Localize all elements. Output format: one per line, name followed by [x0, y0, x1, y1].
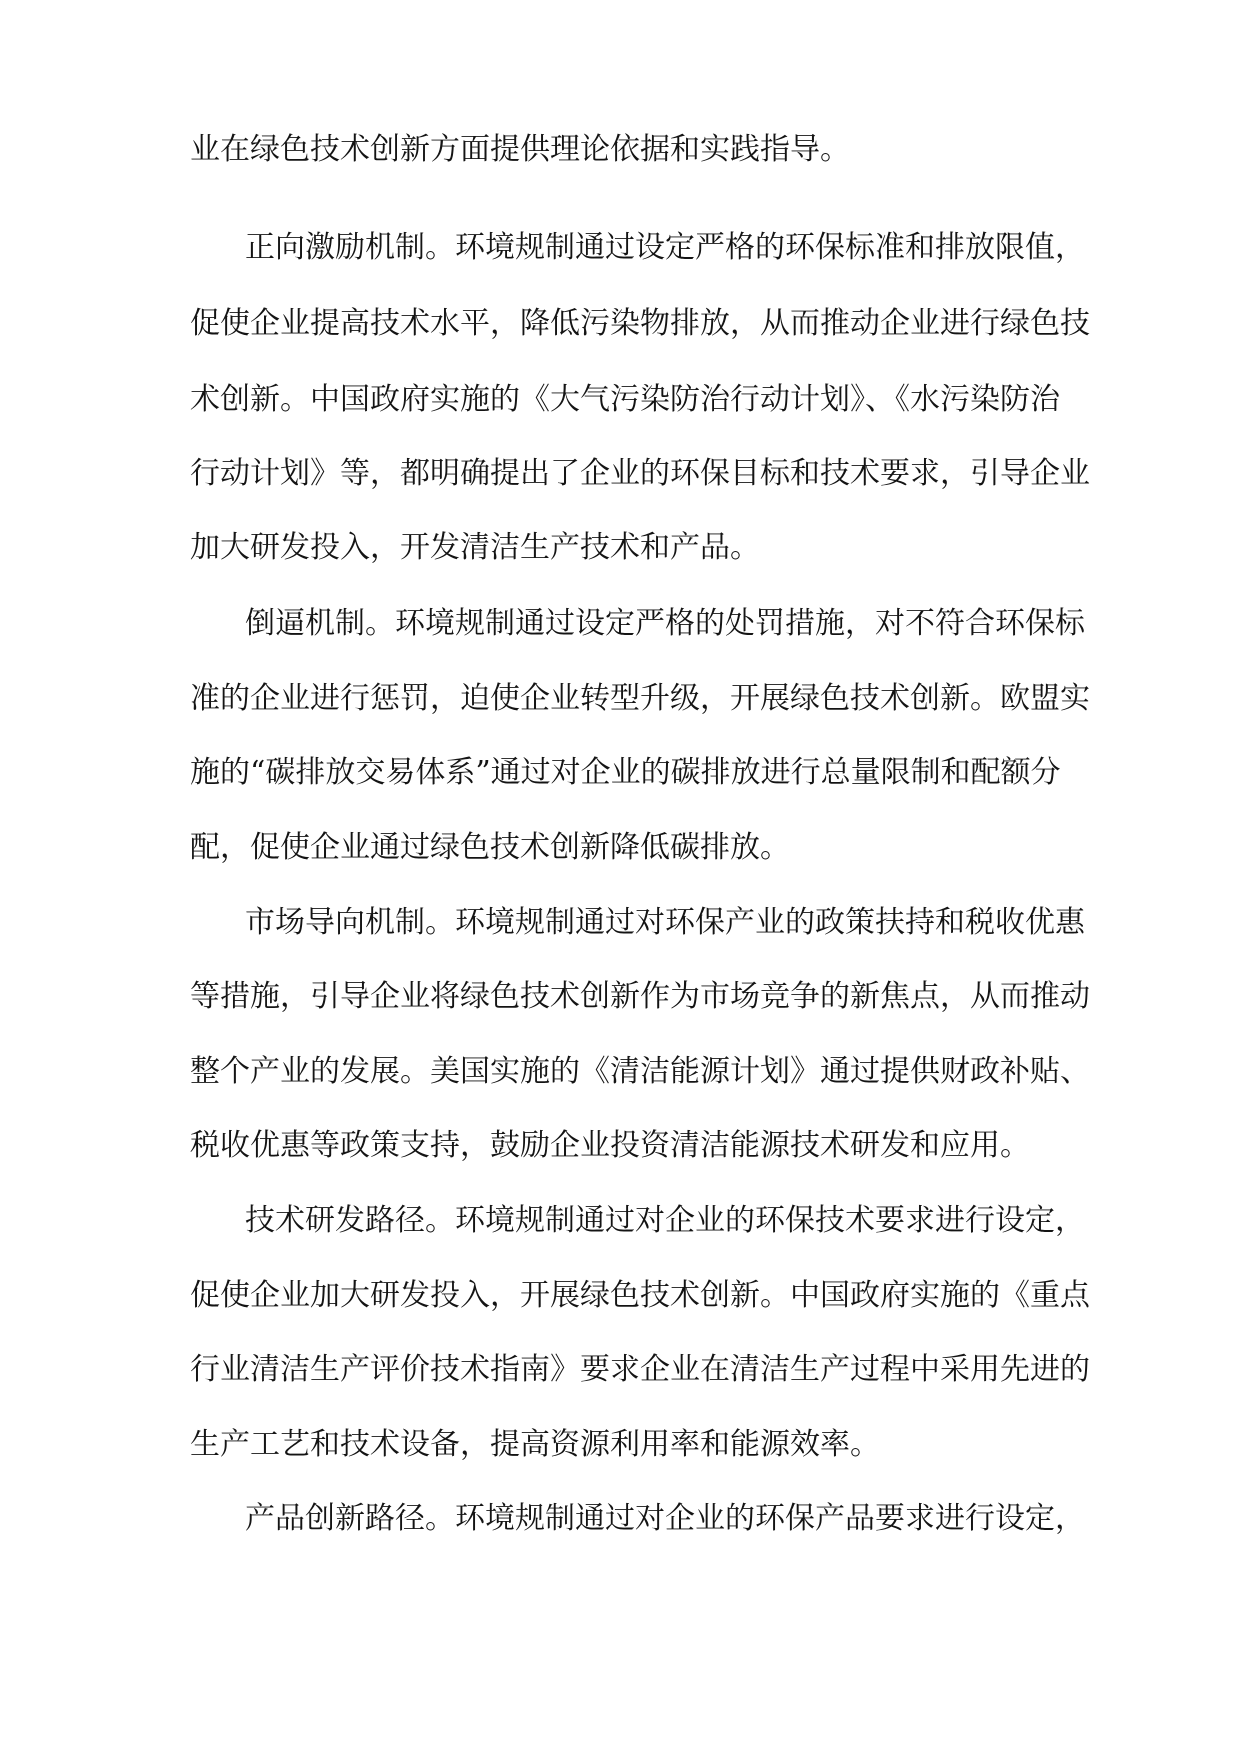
- line-text: 技术研发路径。环境规制通过对企业的环保技术要求进行设定，: [245, 1203, 1085, 1238]
- paragraph-line: [0, 677, 1241, 721]
- paragraph-line: [0, 302, 1241, 346]
- line-text: 施的“碳排放交易体系”通过对企业的碳排放进行总量限制和配额分: [190, 755, 1061, 790]
- paragraph-line: [0, 751, 1241, 795]
- paragraph-line: [0, 1423, 1241, 1467]
- line-text: 准的企业进行惩罚，迫使企业转型升级，开展绿色技术创新。欧盟实: [190, 681, 1090, 716]
- line-text: 整个产业的发展。美国实施的《清洁能源计划》通过提供财政补贴、: [190, 1054, 1090, 1089]
- line-text: 生产工艺和技术设备，提高资源利用率和能源效率。: [190, 1427, 880, 1462]
- paragraph-line: [0, 602, 1241, 646]
- line-text: 等措施，引导企业将绿色技术创新作为市场竞争的新焦点，从而推动: [190, 979, 1090, 1014]
- line-text: 业在绿色技术创新方面提供理论依据和实践指导。: [190, 132, 850, 167]
- line-text: 行业清洁生产评价技术指南》要求企业在清洁生产过程中采用先进的: [190, 1352, 1090, 1387]
- paragraph-line: [0, 452, 1241, 496]
- paragraph-line: [0, 1050, 1241, 1094]
- line-text: 加大研发投入，开发清洁生产技术和产品。: [190, 530, 760, 565]
- paragraph-line: [0, 128, 1241, 172]
- paragraph-line: [0, 1199, 1241, 1243]
- line-text: 促使企业提高技术水平，降低污染物排放，从而推动企业进行绿色技: [190, 306, 1090, 341]
- paragraph-line: [0, 1274, 1241, 1318]
- line-text: 配，促使企业通过绿色技术创新降低碳排放。: [190, 830, 790, 865]
- line-text: 正向激励机制。环境规制通过设定严格的环保标准和排放限值，: [245, 230, 1085, 265]
- line-text: 行动计划》等，都明确提出了企业的环保目标和技术要求，引导企业: [190, 456, 1090, 491]
- line-text: 产品创新路径。环境规制通过对企业的环保产品要求进行设定，: [245, 1501, 1085, 1536]
- paragraph-line: [0, 1497, 1241, 1541]
- paragraph-line: [0, 901, 1241, 945]
- line-text: 术创新。中国政府实施的《大气污染防治行动计划》、《水污染防治: [190, 382, 1060, 417]
- paragraph-line: [0, 1124, 1241, 1168]
- paragraph-line: [0, 826, 1241, 870]
- paragraph-line: [0, 1348, 1241, 1392]
- line-text: 市场导向机制。环境规制通过对环保产业的政策扶持和税收优惠: [245, 905, 1085, 940]
- paragraph-line: [0, 378, 1241, 422]
- line-text: 倒逼机制。环境规制通过设定严格的处罚措施，对不符合环保标: [245, 606, 1085, 641]
- paragraph-line: [0, 975, 1241, 1019]
- line-text: 促使企业加大研发投入，开展绿色技术创新。中国政府实施的《重点: [190, 1278, 1090, 1313]
- paragraph-line: [0, 226, 1241, 270]
- line-text: 税收优惠等政策支持，鼓励企业投资清洁能源技术研发和应用。: [190, 1128, 1030, 1163]
- paragraph-line: [0, 526, 1241, 570]
